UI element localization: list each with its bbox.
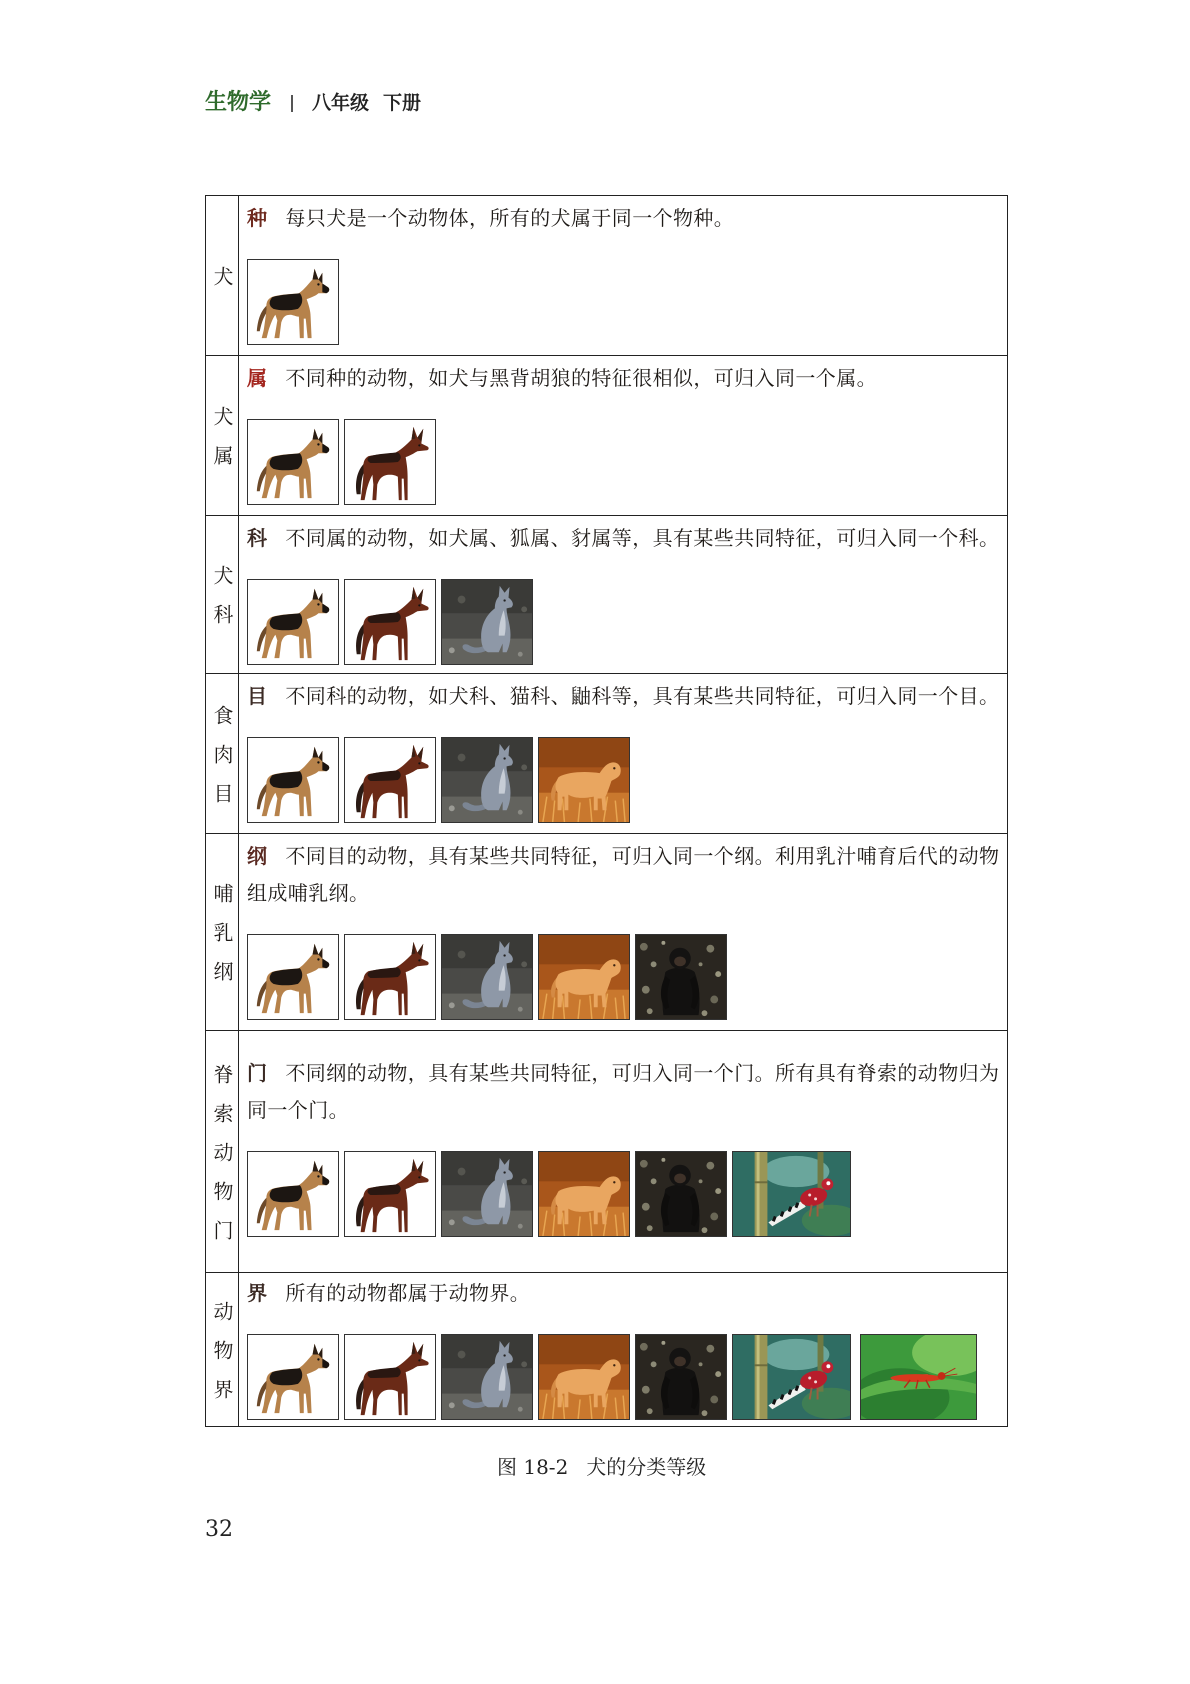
lion-photo xyxy=(538,934,630,1020)
figure-title: 犬的分类等级 xyxy=(586,1455,707,1479)
lion-photo xyxy=(538,1151,630,1237)
rank-name: 门 xyxy=(247,1061,268,1085)
taxon-label-cell xyxy=(206,1031,239,1272)
rank-name: 科 xyxy=(247,526,268,550)
rank-row-phylum xyxy=(206,1031,1007,1273)
example-photo-strip xyxy=(247,579,1007,665)
rank-name: 纲 xyxy=(247,844,268,868)
jackal-photo xyxy=(344,419,436,505)
taxon-label-cell xyxy=(206,674,239,833)
book-grade: 八年级 xyxy=(312,92,370,114)
dog-photo xyxy=(247,419,339,505)
rank-content-cell xyxy=(239,1031,1007,1272)
book-volume: 下册 xyxy=(383,92,422,114)
rank-description-block xyxy=(247,1055,1004,1129)
fox-photo xyxy=(441,579,533,665)
jackal-photo xyxy=(344,737,436,823)
figure-number: 图 18-2 xyxy=(497,1455,569,1479)
example-photo-strip xyxy=(247,1334,1007,1420)
rank-row-family xyxy=(206,516,1007,674)
taxon-label: 动物界 xyxy=(210,1300,234,1418)
rank-description-block xyxy=(247,200,1004,237)
rank-description: 不同纲的动物，具有某些共同特征，可归入同一个门。所有具有脊索的动物归为同一个门。 xyxy=(247,1061,1000,1122)
example-photo-strip xyxy=(247,737,1007,823)
rank-content-cell xyxy=(239,516,1007,673)
example-photo-strip xyxy=(247,419,1007,505)
example-photo-strip xyxy=(247,934,1007,1020)
insect-photo xyxy=(860,1334,977,1420)
running-header xyxy=(205,88,421,118)
taxon-label-cell xyxy=(206,516,239,673)
taxon-label-cell xyxy=(206,356,239,515)
jackal-photo xyxy=(344,1334,436,1420)
figure-caption xyxy=(497,1454,706,1480)
book-subject: 生物学 xyxy=(205,90,272,115)
fox-photo xyxy=(441,934,533,1020)
rank-name: 属 xyxy=(247,366,268,390)
bird-photo xyxy=(732,1334,851,1420)
dog-photo xyxy=(247,259,339,345)
rank-description-block xyxy=(247,520,1004,557)
taxon-label: 犬科 xyxy=(210,565,234,643)
rank-name: 目 xyxy=(247,684,268,708)
page-number: 32 xyxy=(205,1517,233,1542)
rank-description: 不同目的动物，具有某些共同特征，可归入同一个纲。利用乳汁哺育后代的动物组成哺乳纲。 xyxy=(247,844,1000,905)
rank-description-block xyxy=(247,360,1004,397)
rank-row-genus xyxy=(206,356,1007,516)
rank-description-block xyxy=(247,838,1004,912)
taxon-label-cell xyxy=(206,834,239,1030)
rank-row-class xyxy=(206,834,1007,1031)
classification-table xyxy=(205,195,1008,1427)
rank-description: 每只犬是一个动物体，所有的犬属于同一个物种。 xyxy=(285,206,735,230)
rank-content-cell xyxy=(239,196,1007,355)
dog-photo xyxy=(247,579,339,665)
taxon-label: 脊索动物门 xyxy=(210,1063,234,1259)
dog-photo xyxy=(247,1151,339,1237)
lion-photo xyxy=(538,737,630,823)
dog-photo xyxy=(247,1334,339,1420)
taxon-label: 哺乳纲 xyxy=(210,883,234,1000)
dog-photo xyxy=(247,737,339,823)
fox-photo xyxy=(441,737,533,823)
example-photo-strip xyxy=(247,1151,1007,1237)
jackal-photo xyxy=(344,1151,436,1237)
chimpanzee-photo xyxy=(635,1334,727,1420)
lion-photo xyxy=(538,1334,630,1420)
example-photo-strip xyxy=(247,259,1007,345)
rank-content-cell xyxy=(239,1273,1007,1426)
rank-description: 所有的动物都属于动物界。 xyxy=(285,1281,531,1305)
rank-description-block xyxy=(247,1275,1004,1312)
taxon-label: 犬 xyxy=(210,265,234,305)
fox-photo xyxy=(441,1151,533,1237)
taxon-label-cell xyxy=(206,1273,239,1426)
dog-photo xyxy=(247,934,339,1020)
taxon-label-cell xyxy=(206,196,239,355)
rank-description: 不同属的动物，如犬属、狐属、豺属等，具有某些共同特征，可归入同一个科。 xyxy=(285,526,1000,550)
header-divider xyxy=(291,95,293,112)
rank-row-species xyxy=(206,196,1007,356)
bird-photo xyxy=(732,1151,851,1237)
rank-content-cell xyxy=(239,674,1007,833)
rank-description-block xyxy=(247,678,1004,715)
jackal-photo xyxy=(344,934,436,1020)
rank-content-cell xyxy=(239,356,1007,515)
chimpanzee-photo xyxy=(635,1151,727,1237)
rank-row-order xyxy=(206,674,1007,834)
fox-photo xyxy=(441,1334,533,1420)
rank-description: 不同种的动物，如犬与黑背胡狼的特征很相似，可归入同一个属。 xyxy=(285,366,878,390)
rank-row-kingdom xyxy=(206,1273,1007,1426)
jackal-photo xyxy=(344,579,436,665)
rank-description: 不同科的动物，如犬科、猫科、鼬科等，具有某些共同特征，可归入同一个目。 xyxy=(285,684,1000,708)
taxon-label: 食肉目 xyxy=(210,704,234,822)
rank-name: 界 xyxy=(247,1281,268,1305)
taxon-label: 犬属 xyxy=(210,406,234,484)
rank-content-cell xyxy=(239,834,1007,1030)
rank-name: 种 xyxy=(247,206,268,230)
chimpanzee-photo xyxy=(635,934,727,1020)
